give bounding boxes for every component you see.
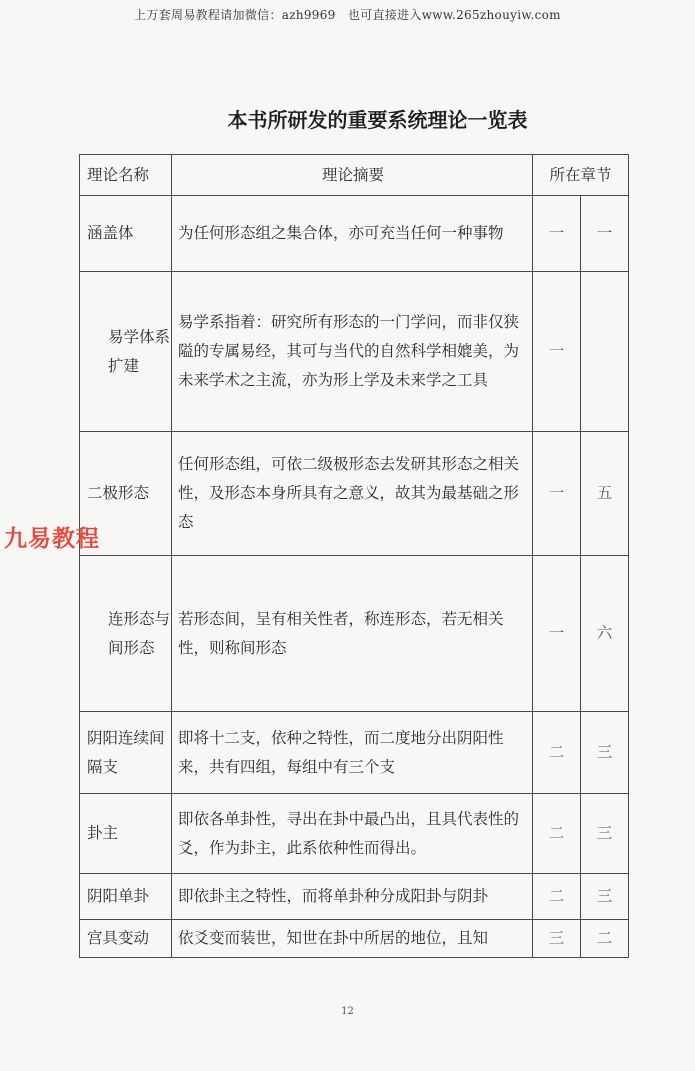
row-summary: 依爻变而装世，知世在卦中所居的地位，且知 <box>172 920 533 958</box>
table-header-row <box>80 155 629 196</box>
table-row <box>80 874 629 920</box>
header-name: 理论名称 <box>80 155 172 196</box>
row-name: 阴阳单卦 <box>80 874 172 920</box>
header-note: 上万套周易教程请加微信：azh9969 也可直接进入www.265zhouyiw.com <box>134 8 561 22</box>
row-chapter-2: 五 <box>581 432 629 556</box>
header-chapter: 所在章节 <box>533 155 629 196</box>
row-summary: 易学系指着：研究所有形态的一门学问，而非仅狭隘的专属易经，其可与当代的自然科学相媲美，为未来学术之主流，亦为形上学及未来学之工具 <box>172 272 533 432</box>
row-name: 涵盖体 <box>80 196 172 272</box>
row-chapter-2: 二 <box>581 920 629 958</box>
row-summary: 为任何形态组之集合体，亦可充当任何一种事物 <box>172 196 533 272</box>
row-chapter-1: 一 <box>533 196 581 272</box>
table-row <box>80 196 629 272</box>
row-chapter-1: 一 <box>533 432 581 556</box>
row-chapter-2: 一 <box>581 196 629 272</box>
row-name: 阴阳连续间隔支 <box>80 712 172 794</box>
table-row <box>80 920 629 958</box>
row-chapter-1: 一 <box>533 272 581 432</box>
row-chapter-1: 三 <box>533 920 581 958</box>
row-name: 易学体系扩建 <box>80 272 172 432</box>
row-summary: 即依各单卦性，寻出在卦中最凸出，且具代表性的爻，作为卦主，此系依种性而得出。 <box>172 794 533 874</box>
row-chapter-2: 三 <box>581 874 629 920</box>
table-row <box>80 432 629 556</box>
row-chapter-1: 二 <box>533 794 581 874</box>
row-chapter-2: 三 <box>581 712 629 794</box>
watermark-text: 九易教程 <box>4 526 100 552</box>
row-chapter-2 <box>581 272 629 432</box>
table-row <box>80 556 629 712</box>
table-row <box>80 794 629 874</box>
table-row <box>80 272 629 432</box>
row-name: 连形态与间形态 <box>80 556 172 712</box>
page-number: 12 <box>341 1006 354 1017</box>
row-name: 二极形态 <box>80 432 172 556</box>
row-summary: 即将十二支，依种之特性，而二度地分出阴阳性来，共有四组，每组中有三个支 <box>172 712 533 794</box>
header-summary: 理论摘要 <box>172 155 533 196</box>
row-summary: 若形态间，呈有相关性者，称连形态，若无相关性，则称间形态 <box>172 556 533 712</box>
row-chapter-1: 二 <box>533 874 581 920</box>
row-chapter-2: 六 <box>581 556 629 712</box>
row-name: 卦主 <box>80 794 172 874</box>
row-chapter-1: 二 <box>533 712 581 794</box>
table-row <box>80 712 629 794</box>
page-title: 本书所研发的重要系统理论一览表 <box>227 108 528 132</box>
row-chapter-2: 三 <box>581 794 629 874</box>
row-name: 宫具变动 <box>80 920 172 958</box>
theory-table <box>79 154 629 958</box>
row-summary: 即依卦主之特性，而将单卦种分成阳卦与阴卦 <box>172 874 533 920</box>
row-chapter-1: 一 <box>533 556 581 712</box>
row-summary: 任何形态组，可依二级极形态去发研其形态之相关性，及形态本身所具有之意义，故其为最基础之形态 <box>172 432 533 556</box>
